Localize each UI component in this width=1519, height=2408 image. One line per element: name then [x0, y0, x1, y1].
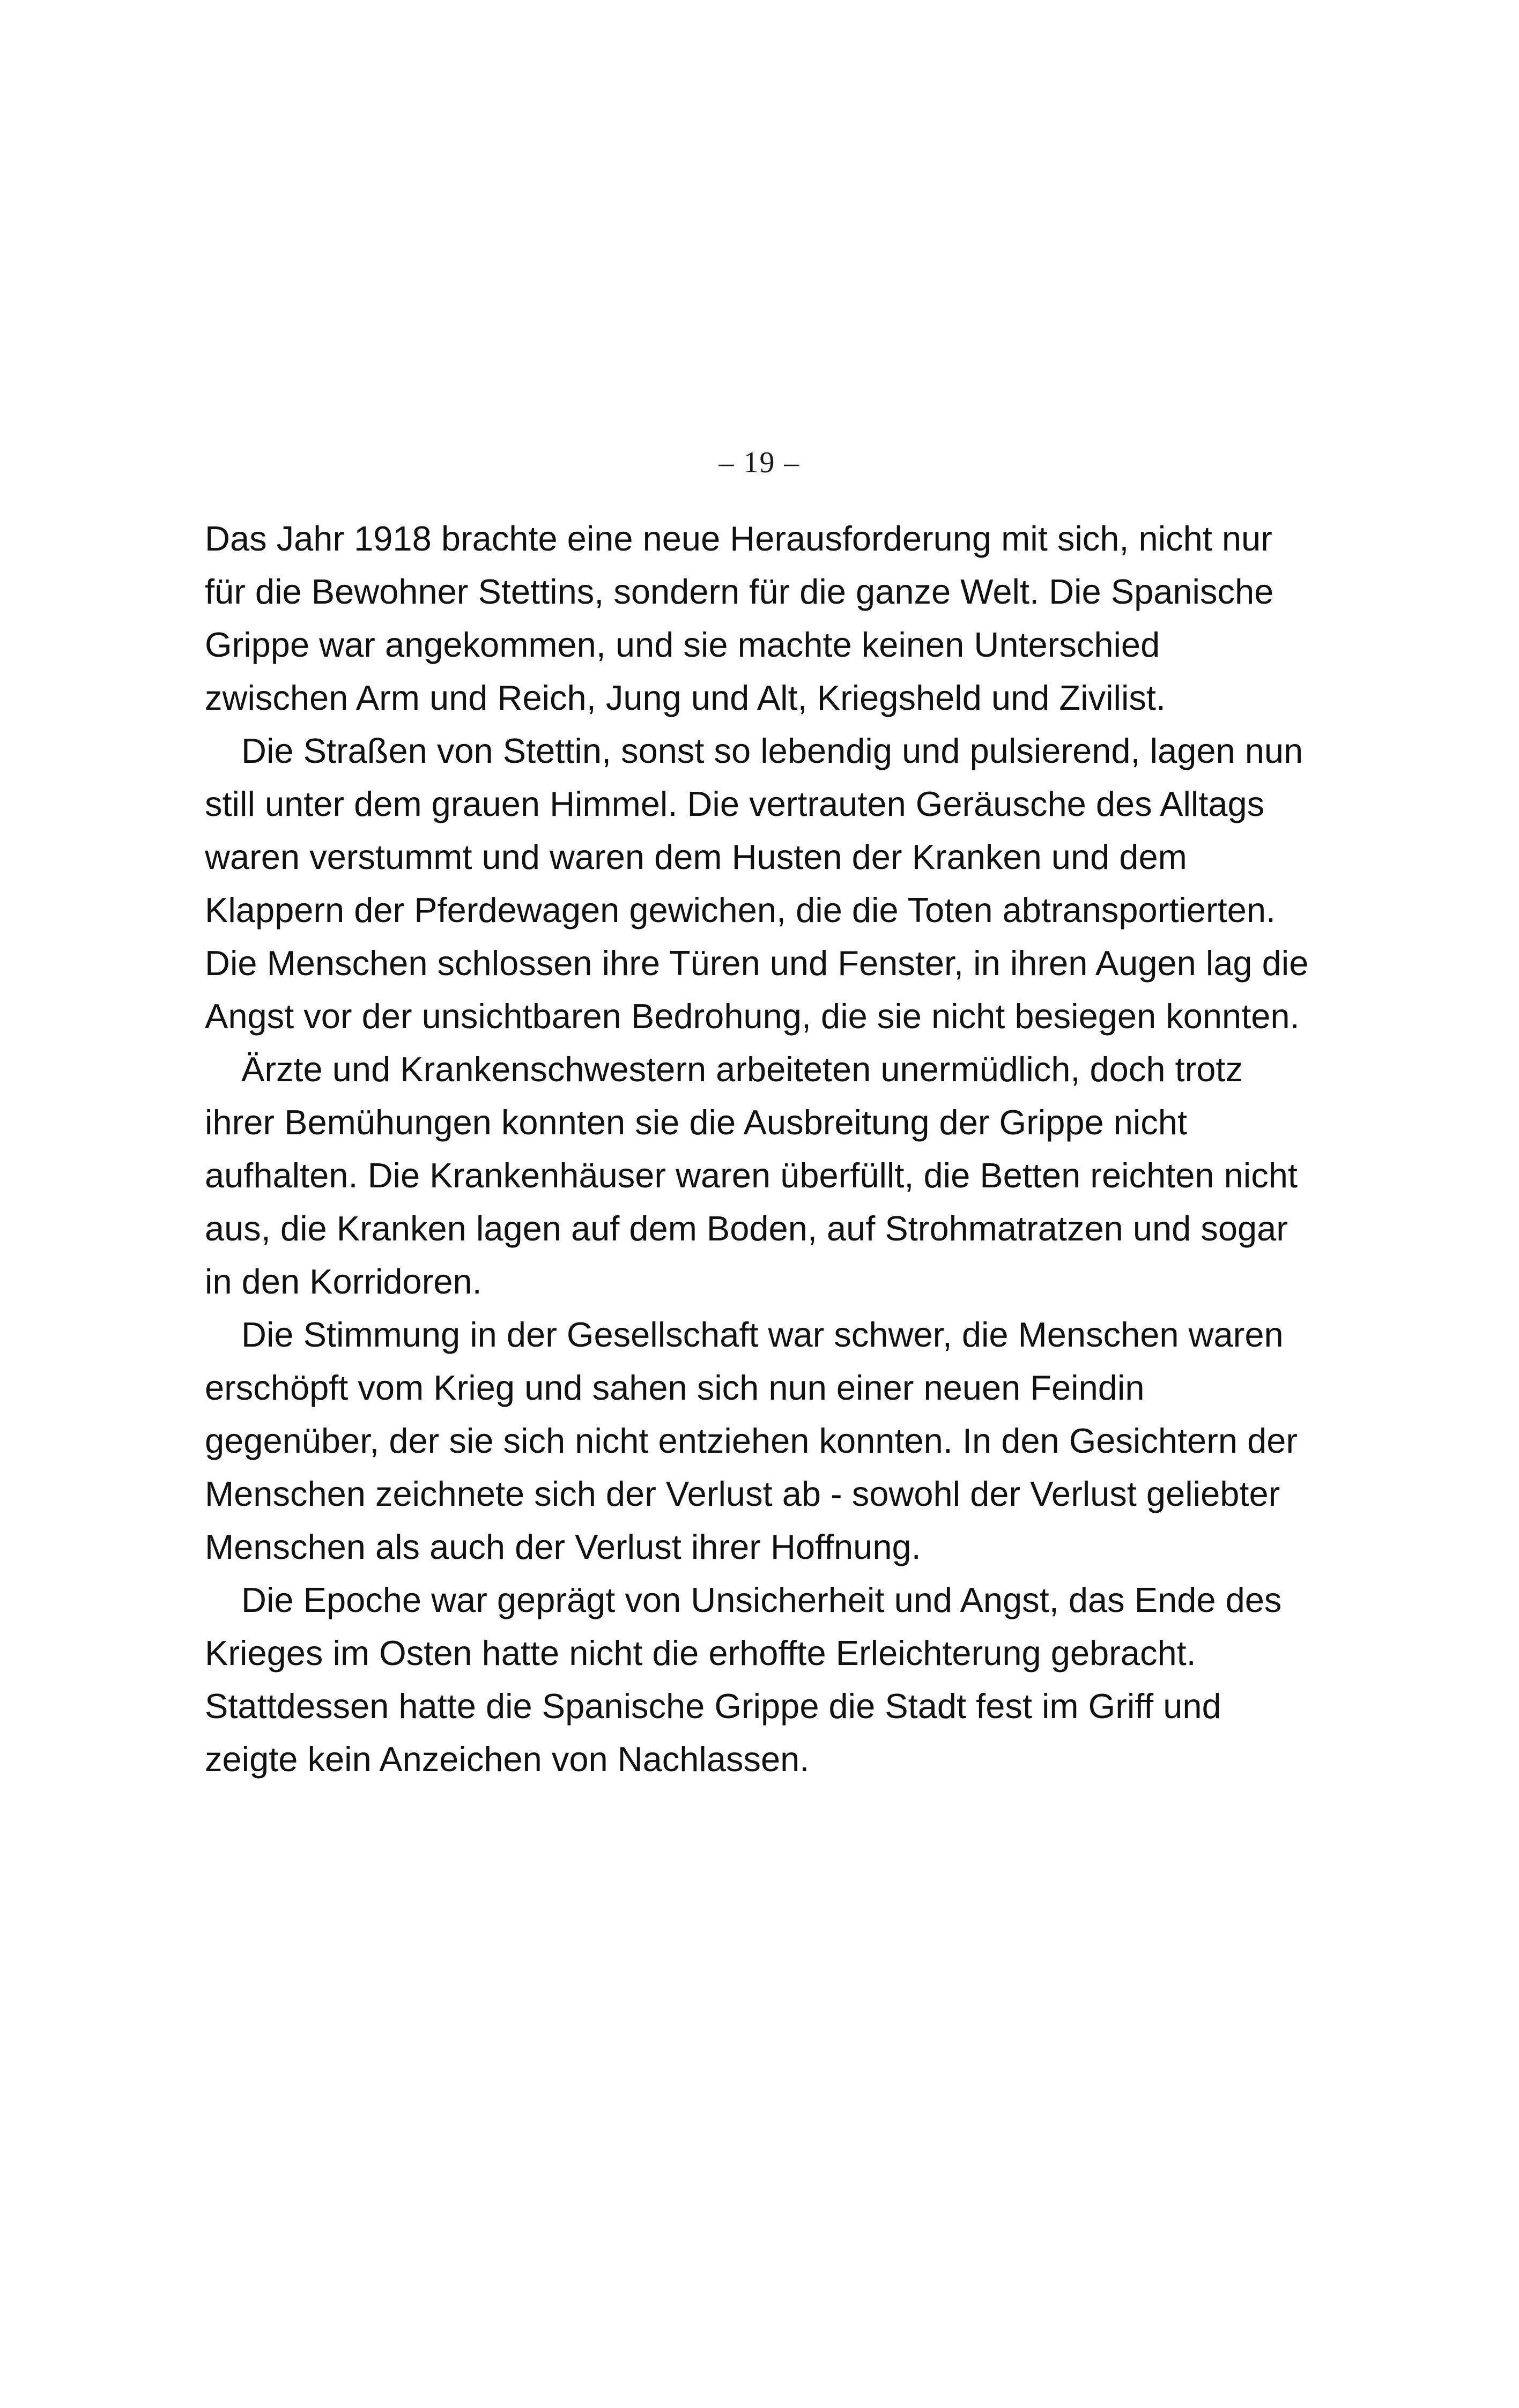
paragraph-1: Das Jahr 1918 brachte eine neue Herausforderung mit sich, nicht nur für die Bewohner Stettins, sondern für die ganze Welt. Die Spanische Grippe war angekommen, und sie machte keinen Unterschied zwischen Arm und Reich, Jung und Alt, Kriegsheld und Zivilist. [205, 519, 1274, 717]
paragraph-5: Die Epoche war geprägt von Unsicherheit und Angst, das Ende des Krieges im Osten hatte nicht die erhoffte Erleichterung gebracht. Stattdessen hatte die Spanische Grippe die Stadt fest im Griff und zeigte kein Anzeichen von Nachlassen. [205, 1580, 1282, 1779]
page-body [205, 512, 1309, 1786]
paragraph-2: Die Straßen von Stettin, sonst so lebendig und pulsierend, lagen nun still unter dem grauen Himmel. Die vertrauten Geräusche des Alltags waren verstummt und waren dem Husten der Kranken und dem Klappern der Pferdewagen gewichen, die die Toten abtransportierten. Die Menschen schlossen ihre Türen und Fenster, in ihren Augen lag die Angst vor der unsichtbaren Bedrohung, die sie nicht besiegen konnten. [205, 731, 1309, 1036]
paragraph-3: Ärzte und Krankenschwestern arbeiteten unermüdlich, doch trotz ihrer Bemühungen konnten sie die Ausbreitung der Grippe nicht aufhalten. Die Krankenhäuser waren überfüllt, die Betten reichten nicht aus, die Kranken lagen auf dem Boden, auf Strohmatratzen und sogar in den Korridoren. [205, 1050, 1298, 1301]
page-number: – 19 – [718, 446, 801, 479]
paragraph-4: Die Stimmung in der Gesellschaft war schwer, die Menschen waren erschöpft vom Krieg und sahen sich nun einer neuen Feindin gegenüber, der sie sich nicht entziehen konnten. In den Gesichtern der Menschen zeichnete sich der Verlust ab - sowohl der Verlust geliebter Menschen als auch der Verlust ihrer Hoffnung. [205, 1315, 1298, 1566]
